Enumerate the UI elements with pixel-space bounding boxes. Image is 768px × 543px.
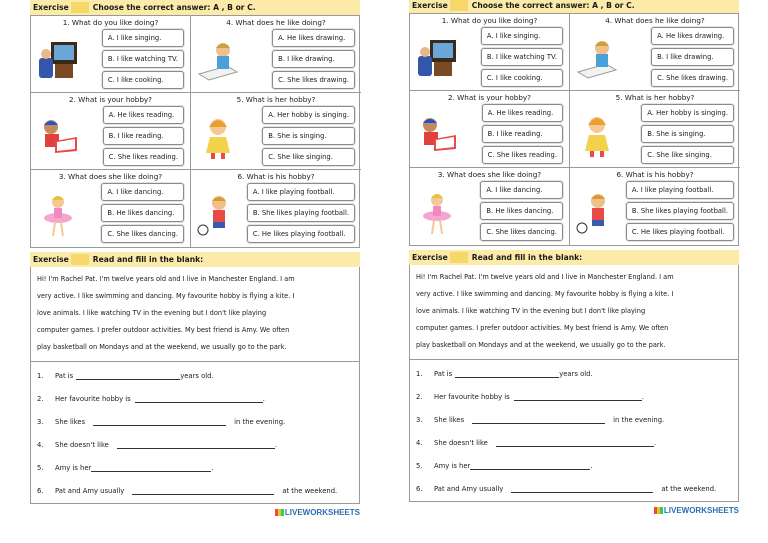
question-cell [191, 16, 361, 93]
ballerina-icon [37, 192, 79, 238]
blank-input[interactable] [514, 393, 642, 401]
blank-input[interactable] [472, 416, 605, 424]
exercise-number-box [450, 0, 468, 11]
fill-in-questions [30, 362, 360, 504]
fill-question: 3. She likes in the evening. [416, 415, 665, 424]
question-cell [31, 93, 191, 170]
answer-option[interactable]: C. She likes dancing. [480, 223, 563, 241]
blank-input[interactable] [511, 485, 653, 493]
football-boy-icon [576, 190, 618, 236]
answer-option[interactable]: A. I like dancing. [480, 181, 563, 199]
question-text: 2. What is your hobby? [448, 93, 531, 102]
answer-option[interactable]: A. I like dancing. [101, 183, 184, 201]
exercise-number-box [71, 2, 89, 13]
question-cell [410, 14, 570, 91]
answer-option[interactable]: B. She is singing. [262, 127, 355, 145]
answer-option[interactable]: C. She likes reading. [482, 146, 563, 164]
answer-option[interactable]: A. I like singing. [102, 29, 184, 47]
reading-passage: Hi! I'm Rachel Pat. I'm twelve years old and I live in Manchester England. I am very active. I like swimming and dancing. My favourite hobby is flying a kite. I love animals. I like watching TV in the evening but I don't like playing computer games. I prefer outdoor activities. My best friend is Amy. We often play basketball on Mondays and at the weekend, we usually go to the park. [30, 267, 360, 362]
answer-option[interactable]: B. She likes playing football. [626, 202, 734, 220]
exercise2-header [30, 252, 360, 267]
logo-icon [275, 509, 284, 516]
answer-option[interactable]: C. He likes playing football. [626, 223, 734, 241]
fill-question: 1. Pat is years old. [37, 371, 214, 380]
liveworksheets-logo: LIVEWORKSHEETS [409, 506, 739, 515]
question-text: 5. What is her hobby? [615, 93, 695, 102]
blank-input[interactable] [470, 462, 590, 470]
answer-option[interactable]: C. I like cooking. [481, 69, 563, 87]
fill-question: 3. She likes in the evening. [37, 417, 286, 426]
ballerina-icon [416, 190, 458, 236]
fill-question: 6. Pat and Amy usually at the weekend. [37, 486, 338, 495]
blank-input[interactable] [93, 418, 226, 426]
answer-option[interactable]: A. He likes reading. [103, 106, 184, 124]
answer-option[interactable]: B. I like drawing. [651, 48, 734, 66]
answer-option[interactable]: B. She likes playing football. [247, 204, 355, 222]
answer-option[interactable]: B. I like reading. [482, 125, 563, 143]
reading-passage: Hi! I'm Rachel Pat. I'm twelve years old and I live in Manchester England. I am very active. I like swimming and dancing. My favourite hobby is flying a kite. I love animals. I like watching TV in the evening but I don't like playing computer games. I prefer outdoor activities. My best friend is Amy. We often play basketball on Mondays and at the weekend, we usually go to the park. [409, 265, 739, 360]
question-text: 1. What do you like doing? [62, 18, 159, 27]
fill-question: 2. Her favourite hobby is . [416, 392, 644, 401]
fill-question: 4. She doesn't like . [416, 438, 656, 447]
answer-option[interactable]: A. He likes reading. [482, 104, 563, 122]
exercise-label: Exercise [33, 255, 69, 264]
question-cell [570, 91, 740, 168]
fill-question: 1. Pat is years old. [416, 369, 593, 378]
answer-option[interactable]: C. She likes dancing. [101, 225, 184, 243]
question-grid [409, 13, 739, 246]
question-grid [30, 15, 360, 248]
logo-icon [654, 507, 663, 514]
blank-input[interactable] [496, 439, 654, 447]
exercise1-header [409, 0, 739, 13]
question-text: 1. What do you like doing? [441, 16, 538, 25]
fill-question: 6. Pat and Amy usually at the weekend. [416, 484, 717, 493]
liveworksheets-logo: LIVEWORKSHEETS [30, 508, 360, 517]
blank-input[interactable] [135, 395, 263, 403]
question-text: 6. What is his hobby? [237, 172, 315, 181]
reading-boy-icon [416, 113, 458, 159]
fill-question: 5. Amy is her . [416, 461, 593, 470]
question-cell [570, 168, 740, 245]
question-text: 6. What is his hobby? [616, 170, 694, 179]
drawing-boy-icon [197, 38, 239, 84]
answer-option[interactable]: B. She is singing. [641, 125, 734, 143]
fill-question: 4. She doesn't like . [37, 440, 277, 449]
question-cell [410, 91, 570, 168]
question-text: 4. What does he like doing? [226, 18, 326, 27]
worksheet-right [409, 0, 739, 515]
blank-input[interactable] [91, 464, 211, 472]
exercise-instruction: Choose the correct answer: A , B or C. [92, 3, 256, 12]
answer-option[interactable]: B. He likes dancing. [101, 204, 184, 222]
question-cell [191, 93, 361, 170]
exercise-number-box [71, 254, 89, 265]
tv-watching-icon [37, 38, 79, 84]
fill-question: 2. Her favourite hobby is . [37, 394, 265, 403]
question-cell [410, 168, 570, 245]
exercise-label: Exercise [33, 3, 69, 12]
exercise1-header [30, 0, 360, 15]
drawing-boy-icon [576, 36, 618, 82]
answer-option[interactable]: A. Her hobby is singing. [641, 104, 734, 122]
fill-in-questions [409, 360, 739, 502]
question-text: 4. What does he like doing? [605, 16, 705, 25]
answer-option[interactable]: C. She likes drawing. [651, 69, 734, 87]
question-text: 5. What is her hobby? [236, 95, 316, 104]
question-text: 3. What does she like doing? [437, 170, 542, 179]
exercise-label: Exercise [412, 253, 448, 262]
football-boy-icon [197, 192, 239, 238]
answer-option[interactable]: A. Her hobby is singing. [262, 106, 355, 124]
exercise-label: Exercise [412, 1, 448, 10]
singing-girl-icon [576, 113, 618, 159]
answer-option[interactable]: C. I like cooking. [102, 71, 184, 89]
question-text: 2. What is your hobby? [69, 95, 152, 104]
exercise-instruction: Read and fill in the blank: [471, 253, 583, 262]
answer-option[interactable]: B. I like watching TV. [481, 48, 563, 66]
blank-input[interactable] [132, 487, 274, 495]
answer-option[interactable]: A. I like singing. [481, 27, 563, 45]
answer-option[interactable]: A. I like playing football. [247, 183, 355, 201]
answer-option[interactable]: A. He likes drawing. [272, 29, 355, 47]
singing-girl-icon [197, 115, 239, 161]
tv-watching-icon [416, 36, 458, 82]
blank-input[interactable] [117, 441, 275, 449]
blank-input[interactable] [76, 372, 180, 380]
answer-option[interactable]: C. She like singing. [641, 146, 734, 164]
exercise2-header [409, 250, 739, 265]
question-text: 3. What does she like doing? [58, 172, 163, 181]
question-cell [191, 170, 361, 247]
answer-option[interactable]: A. I like playing football. [626, 181, 734, 199]
reading-boy-icon [37, 115, 79, 161]
answer-option[interactable]: B. He likes dancing. [480, 202, 563, 220]
exercise-instruction: Read and fill in the blank: [92, 255, 204, 264]
exercise-number-box [450, 252, 468, 263]
question-cell [570, 14, 740, 91]
answer-option[interactable]: B. I like drawing. [272, 50, 355, 68]
question-cell [31, 170, 191, 247]
fill-question: 5. Amy is her . [37, 463, 214, 472]
worksheet-left [30, 0, 360, 517]
answer-option[interactable]: B. I like reading. [103, 127, 184, 145]
answer-option[interactable]: C. She likes reading. [103, 148, 184, 166]
answer-option[interactable]: B. I like watching TV. [102, 50, 184, 68]
exercise-instruction: Choose the correct answer: A , B or C. [471, 1, 635, 10]
blank-input[interactable] [455, 370, 559, 378]
answer-option[interactable]: C. He likes playing football. [247, 225, 355, 243]
answer-option[interactable]: C. She like singing. [262, 148, 355, 166]
answer-option[interactable]: A. He likes drawing. [651, 27, 734, 45]
question-cell [31, 16, 191, 93]
answer-option[interactable]: C. She likes drawing. [272, 71, 355, 89]
